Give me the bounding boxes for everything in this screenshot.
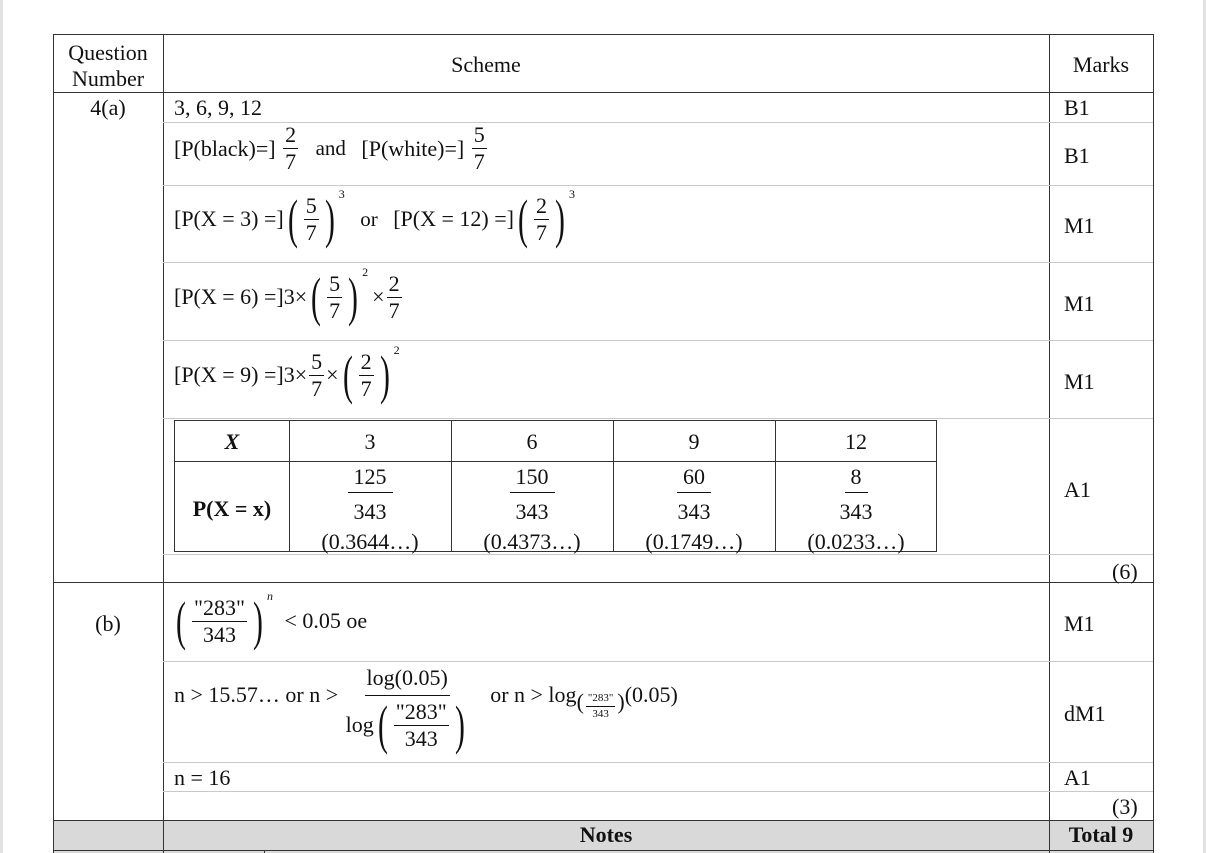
dist-row-border	[175, 461, 936, 462]
dist-x-value: 12	[845, 429, 867, 454]
p-x9-expression: [P(X = 9) =]3× $\frac{5}{7}$ ×( $\frac{2}{7}$ ) $^2$	[174, 343, 400, 405]
p-x-label: P(X = x)	[192, 496, 272, 521]
numerator: "283"	[193, 594, 245, 620]
denominator: 7	[305, 219, 317, 245]
exponent: 3	[338, 187, 345, 201]
page-edge-left	[0, 0, 3, 853]
row-separator	[163, 418, 1153, 419]
notes-bottom-border	[53, 850, 1153, 851]
part-b-total: (3)	[1112, 794, 1138, 819]
p-white-label: [P(white)=]	[361, 135, 465, 161]
notes-header: Notes	[579, 822, 633, 847]
table-top-border	[53, 34, 1153, 35]
mark-dm1: dM1	[1064, 701, 1106, 726]
denominator: 7	[285, 149, 297, 174]
mark-m1-part-b: M1	[1064, 611, 1095, 636]
p-x3-lhs: [P(X = 3) =]	[174, 206, 284, 231]
p-black-label: [P(black)=]	[174, 135, 276, 161]
numerator: 2	[535, 192, 547, 218]
dist-p-cell	[289, 466, 451, 553]
marks-column-border	[1049, 34, 1050, 853]
numerator: 5	[329, 270, 341, 296]
numerator: 60	[677, 466, 711, 493]
mark-b1-second: B1	[1064, 143, 1090, 168]
p-x6-lhs: [P(X = 6) =]	[174, 284, 284, 309]
mark-a1-part-b: A1	[1064, 765, 1091, 790]
denominator: 7	[329, 297, 341, 323]
exponent: 2	[393, 343, 400, 357]
numerator: 8	[845, 466, 868, 493]
inequality-expression: ( $\frac{"283"}{343}$ ) $^n$ < 0.05 oe	[176, 589, 368, 651]
denominator: 343	[202, 621, 236, 647]
denominator: 7	[388, 297, 400, 323]
dist-x-value: 9	[688, 429, 700, 454]
denominator: 7	[360, 375, 372, 401]
coefficient: 3×	[283, 362, 308, 387]
numerator: 5	[311, 348, 323, 374]
and-connector: and	[315, 136, 346, 160]
p-white-fraction	[472, 124, 487, 173]
denominator: 7	[311, 375, 323, 401]
dist-header-x: X	[224, 429, 240, 454]
mark-m1-first: M1	[1064, 213, 1095, 238]
part-a-label: 4(a)	[90, 95, 126, 120]
dist-p-cell	[775, 466, 937, 553]
dist-x-value: 3	[364, 429, 376, 454]
denominator: 343	[404, 725, 438, 751]
coefficient: 3×	[283, 284, 308, 309]
log-argument: (0.05)	[624, 682, 678, 707]
mark-a1-distribution: A1	[1064, 477, 1091, 502]
dist-x-value: 6	[526, 429, 538, 454]
log-numerator: log(0.05)	[365, 667, 450, 696]
log-inequality-expression	[174, 665, 678, 755]
log-fraction	[345, 665, 469, 755]
question-number-header	[55, 40, 161, 92]
p-x9-lhs: [P(X = 9) =]	[174, 362, 284, 387]
numerator: "283"	[586, 693, 615, 707]
question-column-border	[163, 34, 164, 853]
denominator: 343	[353, 499, 387, 524]
times-sign: ×	[372, 284, 385, 309]
mark-b1-first: B1	[1064, 95, 1090, 120]
log-base-text: or n > log	[490, 682, 577, 707]
log-denominator: log( $\frac{"283"}{343}$ )	[345, 695, 465, 755]
final-answer: n = 16	[174, 765, 231, 790]
numerator: 2	[388, 270, 400, 296]
denominator: 7	[473, 149, 485, 174]
log-word: log	[345, 712, 374, 737]
p-x6-expression: [P(X = 6) =]3×( $\frac{5}{7}$ ) $^2$× $\frac{2}{7}$	[174, 265, 400, 327]
exponent: 3	[568, 187, 575, 201]
dist-header-p	[175, 498, 289, 520]
numerator: 125	[348, 466, 393, 493]
part-b-label: (b)	[95, 611, 121, 636]
row-separator	[163, 791, 1153, 792]
probability-colours	[174, 124, 489, 173]
row-separator	[163, 340, 1153, 341]
inequality-rhs: < 0.05 oe	[284, 608, 368, 633]
p-x3-or-x12-expression: [P(X = 3) =]( $\frac{5}{7}$ ) $^3$ or [P(X = 12) =]( $\frac{2}{7}$ ) $^3$	[174, 187, 575, 249]
exponent: n	[266, 589, 273, 603]
part-separator	[53, 582, 1153, 583]
decimal-value: (0.3644…)	[321, 529, 419, 554]
denominator: 343	[515, 499, 549, 524]
marks-header: Marks	[1072, 52, 1130, 77]
row-separator	[163, 762, 1153, 763]
row-separator	[163, 262, 1153, 263]
p-x12-lhs: [P(X = 12) =]	[393, 206, 514, 231]
scheme-header: Scheme	[451, 52, 521, 77]
row-separator	[163, 661, 1153, 662]
or-connector: or	[360, 206, 378, 231]
exponent: 2	[362, 265, 369, 279]
denominator: 7	[535, 219, 547, 245]
question-header-line1: Question	[68, 40, 148, 65]
numerator: "283"	[395, 698, 447, 724]
mark-m1-second: M1	[1064, 291, 1095, 316]
question-header-line2: Number	[71, 66, 145, 91]
decimal-value: (0.0233…)	[807, 529, 905, 554]
distribution-table	[174, 420, 937, 552]
numerator: 2	[360, 348, 372, 374]
mark-m1-third: M1	[1064, 369, 1095, 394]
row-separator	[163, 185, 1153, 186]
numerator: 5	[473, 122, 485, 147]
header-bottom-border	[53, 92, 1153, 93]
denominator: 343	[839, 499, 873, 524]
table-left-border	[53, 34, 54, 853]
dist-p-cell	[451, 466, 613, 553]
numerator: 2	[285, 122, 297, 147]
denominator: 343	[677, 499, 711, 524]
decimal-value: (0.1749…)	[645, 529, 743, 554]
denominator: 343	[592, 707, 609, 720]
times-sign: ×	[326, 362, 339, 387]
numerator: 5	[305, 192, 317, 218]
numerator: 150	[510, 466, 555, 493]
total-marks: Total 9	[1068, 822, 1134, 847]
p-black-fraction	[283, 124, 298, 173]
part-a-total: (6)	[1112, 559, 1138, 584]
notes-top-border	[53, 820, 1153, 821]
table-right-border	[1153, 34, 1154, 853]
row-separator	[163, 554, 1153, 555]
decimal-value: (0.4373…)	[483, 529, 581, 554]
dist-p-cell	[613, 466, 775, 553]
row-separator	[163, 122, 1153, 123]
log-base-subscript: ( $\frac{"283"}{343}$ )	[576, 689, 625, 720]
outcomes-list: 3, 6, 9, 12	[174, 95, 262, 120]
n-bound-text: n > 15.57… or n >	[174, 682, 339, 707]
